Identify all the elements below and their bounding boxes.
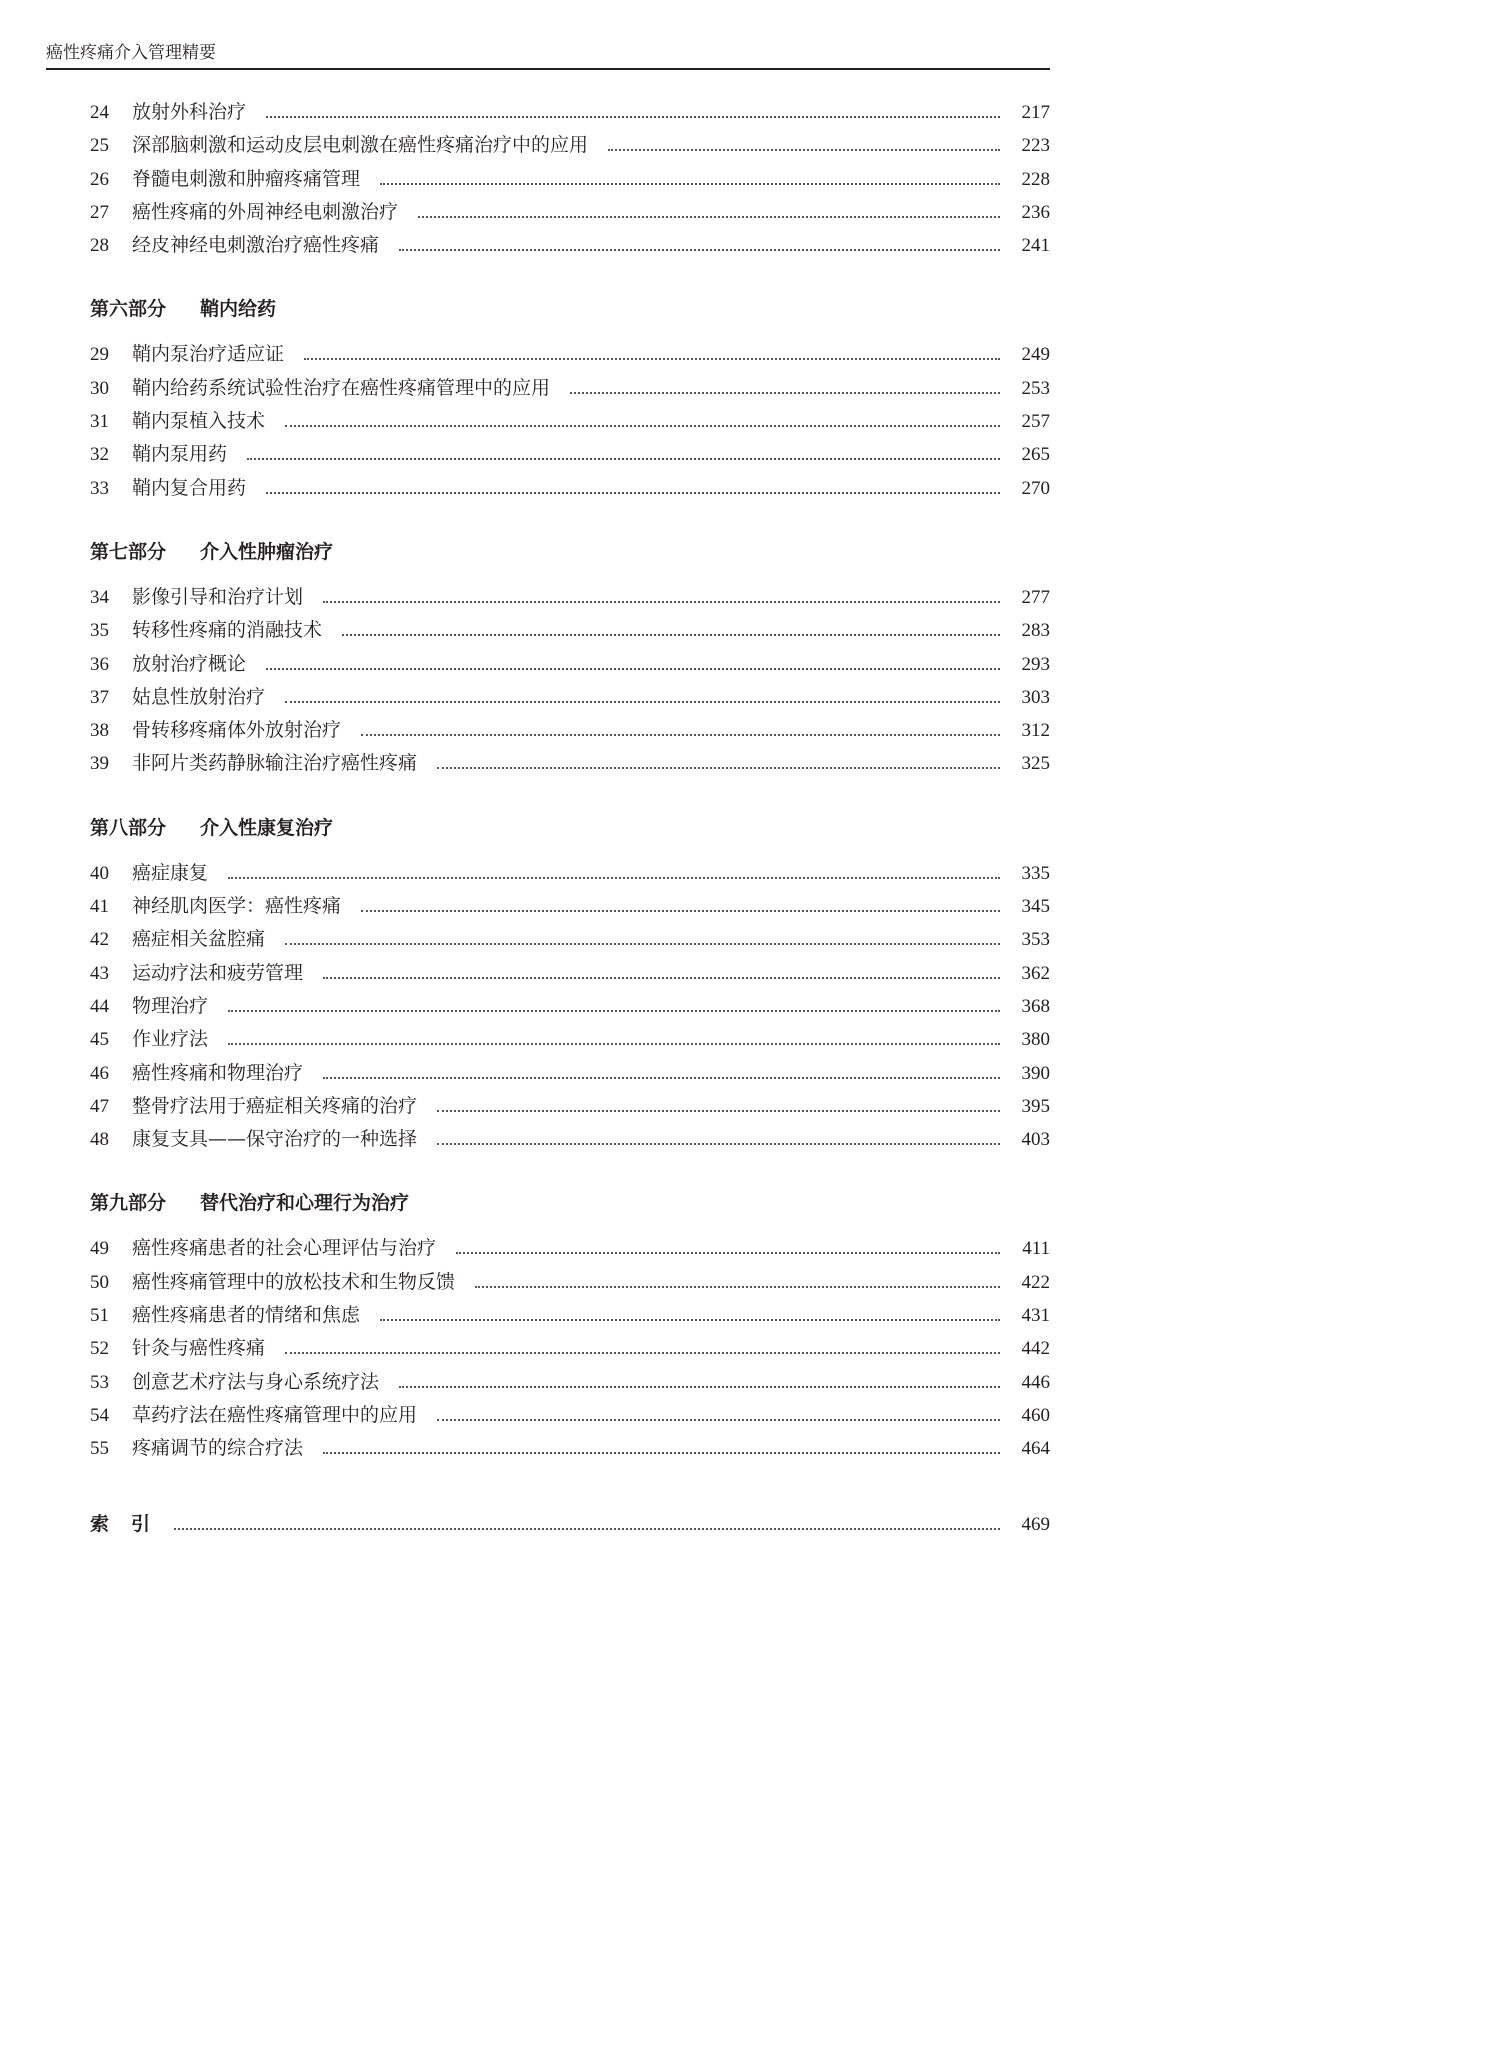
dot-leader: [380, 183, 1000, 185]
dot-leader: [247, 458, 1000, 460]
page-number: 283: [1021, 620, 1050, 642]
section-part-label: 第八部分: [90, 816, 167, 839]
dot-leader: [437, 767, 1000, 769]
section-spacer: [90, 1466, 1050, 1476]
section-name: 鞘内给药: [200, 298, 277, 321]
page-number: 464: [1021, 1438, 1050, 1460]
chapter-title: 骨转移疼痛体外放射治疗: [132, 719, 342, 742]
chapter-title: 针灸与癌性疼痛: [132, 1337, 266, 1360]
dot-leader: [323, 601, 1000, 603]
toc-entry[interactable]: [90, 857, 1050, 890]
toc-entry[interactable]: [90, 1332, 1050, 1365]
dot-leader: [608, 149, 1000, 151]
chapter-title: 脊髓电刺激和肿瘤疼痛管理: [132, 167, 361, 190]
toc-entry[interactable]: [90, 372, 1050, 405]
page-number: 395: [1021, 1095, 1050, 1117]
dot-leader: [323, 977, 1000, 979]
chapter-title: 癌症康复: [132, 861, 209, 884]
dot-leader: [285, 1352, 1000, 1354]
toc-entry[interactable]: [90, 163, 1050, 196]
toc-entry[interactable]: [90, 747, 1050, 780]
page-number: 431: [1021, 1305, 1050, 1327]
chapter-title: 癌性疼痛管理中的放松技术和生物反馈: [132, 1270, 456, 1293]
chapter-title: 鞘内泵治疗适应证: [132, 343, 285, 366]
dot-leader: [228, 877, 1000, 879]
chapter-title: 鞘内泵用药: [132, 443, 228, 466]
chapter-number: 34: [90, 586, 109, 608]
toc-entry[interactable]: [90, 1432, 1050, 1465]
dot-leader: [285, 701, 1000, 703]
toc-entry[interactable]: [90, 1299, 1050, 1332]
toc-entry[interactable]: [90, 1232, 1050, 1265]
section-name: 替代治疗和心理行为治疗: [200, 1192, 410, 1215]
chapter-title: 鞘内给药系统试验性治疗在癌性疼痛管理中的应用: [132, 376, 551, 399]
index-entry[interactable]: [90, 1504, 1050, 1544]
toc-entry[interactable]: [90, 923, 1050, 956]
dot-leader: [437, 1419, 1000, 1421]
section-title: [90, 1174, 1050, 1232]
chapter-title: 癌性疼痛患者的社会心理评估与治疗: [132, 1237, 437, 1260]
chapter-number: 51: [90, 1305, 109, 1327]
section-title: [90, 799, 1050, 857]
page-number: 460: [1021, 1404, 1050, 1426]
chapter-title: 整骨疗法用于癌症相关疼痛的治疗: [132, 1094, 418, 1117]
dot-leader: [399, 1386, 1000, 1388]
dot-leader: [266, 668, 1000, 670]
chapter-number: 32: [90, 444, 109, 466]
page-number: 345: [1021, 896, 1050, 918]
page-number: 236: [1021, 201, 1050, 223]
chapter-title: 运动疗法和疲劳管理: [132, 961, 304, 984]
header-rule: [46, 68, 1050, 70]
toc-entry[interactable]: [90, 1057, 1050, 1090]
toc-entry[interactable]: [90, 129, 1050, 162]
chapter-number: 26: [90, 168, 109, 190]
chapter-title: 神经肌肉医学：癌性疼痛: [132, 895, 342, 918]
chapter-number: 52: [90, 1338, 109, 1360]
page-number: 442: [1021, 1338, 1050, 1360]
page-number: 277: [1021, 586, 1050, 608]
chapter-title: 创意艺术疗法与身心系统疗法: [132, 1370, 380, 1393]
chapter-number: 53: [90, 1371, 109, 1393]
page-number: 241: [1021, 235, 1050, 257]
page-number: 253: [1021, 377, 1050, 399]
table-of-contents: [90, 96, 1050, 1544]
chapter-number: 27: [90, 201, 109, 223]
toc-entry[interactable]: [90, 196, 1050, 229]
page-number: 422: [1021, 1271, 1050, 1293]
toc-entry[interactable]: [90, 1399, 1050, 1432]
dot-leader: [570, 392, 1000, 394]
dot-leader: [456, 1252, 1000, 1254]
dot-leader: [323, 1077, 1000, 1079]
dot-leader: [380, 1319, 1000, 1321]
page-number: 265: [1021, 444, 1050, 466]
dot-leader: [475, 1286, 1000, 1288]
page-number: 368: [1021, 995, 1050, 1017]
toc-entry[interactable]: [90, 1123, 1050, 1156]
section-title: [90, 523, 1050, 581]
chapter-title: 转移性疼痛的消融技术: [132, 619, 323, 642]
toc-entry[interactable]: [90, 229, 1050, 262]
section-spacer: [90, 505, 1050, 515]
dot-leader: [285, 425, 1000, 427]
dot-leader: [266, 492, 1000, 494]
section-title: [90, 280, 1050, 338]
chapter-number: 42: [90, 929, 109, 951]
page-number: 312: [1021, 720, 1050, 742]
chapter-title: 疼痛调节的综合疗法: [132, 1437, 304, 1460]
chapter-number: 46: [90, 1062, 109, 1084]
running-head: 癌性疼痛介入管理精要: [46, 43, 216, 63]
dot-leader: [361, 910, 1000, 912]
chapter-number: 39: [90, 753, 109, 775]
page-number: 446: [1021, 1371, 1050, 1393]
chapter-title: 癌症相关盆腔痛: [132, 928, 266, 951]
chapter-title: 放射外科治疗: [132, 101, 247, 123]
section-name: 介入性康复治疗: [200, 816, 334, 839]
chapter-number: 44: [90, 995, 109, 1017]
chapter-number: 43: [90, 962, 109, 984]
dot-leader: [266, 116, 1000, 118]
section-name: 介入性肿瘤治疗: [200, 540, 334, 563]
page-number: 249: [1021, 344, 1050, 366]
section-part-label: 第九部分: [90, 1192, 167, 1215]
page-number: 380: [1021, 1029, 1050, 1051]
chapter-number: 37: [90, 686, 109, 708]
chapter-number: 49: [90, 1238, 109, 1260]
section-spacer: [90, 1156, 1050, 1166]
page-number: 223: [1021, 135, 1050, 157]
dot-leader: [437, 1110, 1000, 1112]
chapter-number: 47: [90, 1095, 109, 1117]
chapter-number: 25: [90, 135, 109, 157]
chapter-title: 鞘内复合用药: [132, 476, 247, 499]
chapter-number: 48: [90, 1129, 109, 1151]
page-number: 270: [1021, 477, 1050, 499]
chapter-title: 作业疗法: [132, 1028, 209, 1051]
section-part-label: 第七部分: [90, 540, 167, 563]
dot-leader: [323, 1452, 1000, 1454]
page-number: 353: [1021, 929, 1050, 951]
chapter-title: 深部脑刺激和运动皮层电刺激在癌性疼痛治疗中的应用: [132, 134, 589, 157]
page-number: 403: [1021, 1129, 1050, 1151]
toc-entry[interactable]: [90, 648, 1050, 681]
dot-leader: [342, 634, 1000, 636]
chapter-title: 放射治疗概论: [132, 652, 247, 675]
chapter-title: 草药疗法在癌性疼痛管理中的应用: [132, 1403, 418, 1426]
chapter-number: 31: [90, 411, 109, 433]
chapter-title: 非阿片类药静脉输注治疗癌性疼痛: [132, 752, 418, 775]
chapter-number: 55: [90, 1438, 109, 1460]
section-spacer: [90, 781, 1050, 791]
toc-entry[interactable]: [90, 438, 1050, 471]
chapter-title: 癌性疼痛的外周神经电刺激治疗: [132, 200, 399, 223]
page-number: 257: [1021, 411, 1050, 433]
toc-entry[interactable]: [90, 681, 1050, 714]
toc-entry[interactable]: [90, 581, 1050, 614]
page-number: 303: [1021, 686, 1050, 708]
page-number: 293: [1021, 653, 1050, 675]
chapter-number: 24: [90, 102, 109, 123]
toc-entry[interactable]: [90, 405, 1050, 438]
page-number: 411: [1022, 1238, 1050, 1260]
chapter-title: 影像引导和治疗计划: [132, 585, 304, 608]
toc-entry[interactable]: [90, 1266, 1050, 1299]
chapter-number: 41: [90, 896, 109, 918]
chapter-number: 38: [90, 720, 109, 742]
chapter-number: 28: [90, 235, 109, 257]
section-spacer: [90, 262, 1050, 272]
toc-entry[interactable]: [90, 714, 1050, 747]
chapter-number: 33: [90, 477, 109, 499]
section-part-label: 第六部分: [90, 298, 167, 321]
dot-leader: [228, 1043, 1000, 1045]
toc-entry[interactable]: [90, 472, 1050, 505]
chapter-number: 29: [90, 344, 109, 366]
toc-entry[interactable]: [90, 96, 1050, 129]
toc-entry[interactable]: [90, 1023, 1050, 1056]
chapter-number: 50: [90, 1271, 109, 1293]
dot-leader: [361, 734, 1000, 736]
dot-leader: [228, 1010, 1000, 1012]
chapter-title: 癌性疼痛患者的情绪和焦虑: [132, 1304, 361, 1327]
chapter-title: 鞘内泵植入技术: [132, 410, 266, 433]
dot-leader: [399, 249, 1000, 251]
chapter-title: 癌性疼痛和物理治疗: [132, 1061, 304, 1084]
dot-leader: [304, 358, 1000, 360]
toc-entry[interactable]: [90, 1090, 1050, 1123]
chapter-number: 35: [90, 620, 109, 642]
chapter-number: 45: [90, 1029, 109, 1051]
chapter-number: 54: [90, 1404, 109, 1426]
page-number: 217: [1021, 102, 1050, 123]
chapter-title: 物理治疗: [132, 994, 209, 1017]
page-number: 390: [1021, 1062, 1050, 1084]
chapter-number: 30: [90, 377, 109, 399]
page-number: 469: [1021, 1513, 1050, 1535]
chapter-number: 40: [90, 862, 109, 884]
toc-entry[interactable]: [90, 957, 1050, 990]
page-number: 335: [1021, 862, 1050, 884]
toc-entry[interactable]: [90, 1366, 1050, 1399]
page-number: 325: [1021, 753, 1050, 775]
dot-leader: [174, 1528, 1000, 1530]
index-title: 索引: [90, 1512, 173, 1535]
page-number: 362: [1021, 962, 1050, 984]
dot-leader: [285, 943, 1000, 945]
toc-entry[interactable]: [90, 990, 1050, 1023]
dot-leader: [437, 1143, 1000, 1145]
toc-entry[interactable]: [90, 338, 1050, 371]
toc-entry[interactable]: [90, 890, 1050, 923]
toc-entry[interactable]: [90, 614, 1050, 647]
dot-leader: [418, 216, 1000, 218]
chapter-title: 康复支具——保守治疗的一种选择: [132, 1128, 418, 1151]
chapter-number: 36: [90, 653, 109, 675]
page-number: 228: [1021, 168, 1050, 190]
chapter-title: 姑息性放射治疗: [132, 685, 266, 708]
chapter-title: 经皮神经电刺激治疗癌性疼痛: [132, 234, 380, 257]
